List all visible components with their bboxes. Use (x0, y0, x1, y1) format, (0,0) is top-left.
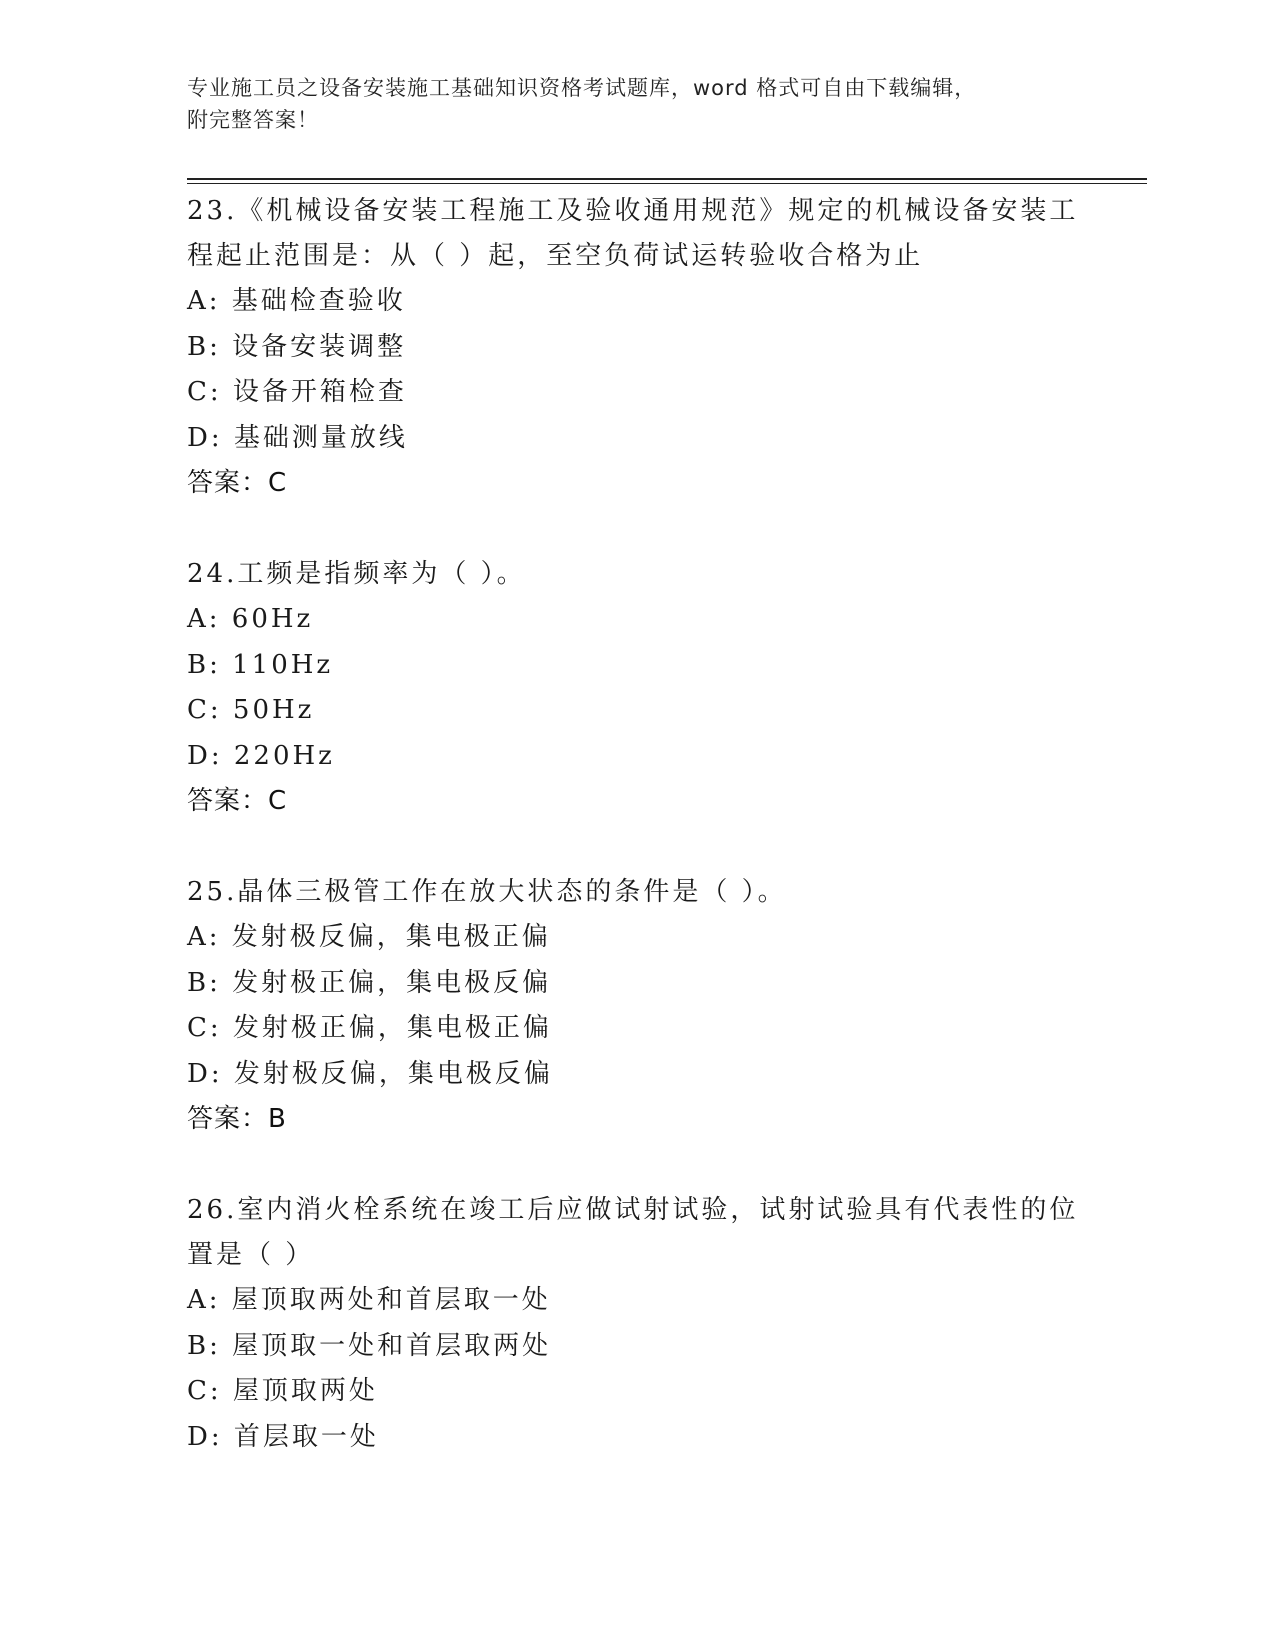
question-25 (187, 870, 1087, 1142)
option-d: D: 220Hz (187, 740, 335, 771)
option-b: B: 发射极正偏，集电极反偏 (187, 967, 552, 998)
question-stem (187, 870, 1087, 915)
option-c: C: 屋顶取两处 (187, 1376, 378, 1406)
option-a: A: 屋顶取两处和首层取一处 (187, 1285, 551, 1315)
answer: 答案：B (187, 1104, 287, 1134)
question-stem-line-1: 26.室内消火栓系统在竣工后应做试射试验，试射试验具有代表性的位 (187, 1195, 1079, 1225)
question-stem (187, 189, 1087, 279)
question-stem-line-2: 置是（ ） (187, 1240, 315, 1270)
option-d: D: 基础测量放线 (187, 422, 408, 453)
question-23 (187, 189, 1087, 506)
question-26 (187, 1188, 1087, 1460)
option-c: C: 50Hz (187, 695, 315, 725)
question-stem-line-2: 程起止范围是：从（ ）起，至空负荷试运转验收合格为止 (187, 241, 924, 271)
question-stem-line-1: 23.《机械设备安装工程施工及验收通用规范》规定的机械设备安装工 (187, 196, 1079, 226)
option-a: A: 发射极反偏，集电极正偏 (187, 922, 551, 952)
question-stem (187, 1188, 1087, 1278)
question-stem-line-1: 24.工频是指频率为（ ）。 (187, 559, 526, 589)
option-b: B: 110Hz (187, 649, 334, 680)
question-list (187, 189, 1087, 1506)
option-c: C: 设备开箱检查 (187, 377, 407, 407)
answer: 答案：C (187, 786, 288, 816)
question-stem-line-1: 25.晶体三极管工作在放大状态的条件是（ ）。 (187, 877, 787, 907)
header-divider-thick (187, 178, 1147, 180)
document-header (187, 72, 1087, 136)
option-a: A: 基础检查验收 (187, 286, 406, 316)
option-d: D: 发射极反偏，集电极反偏 (187, 1058, 553, 1089)
header-divider-thin (187, 183, 1147, 184)
option-b: B: 设备安装调整 (187, 331, 407, 362)
option-a: A: 60Hz (187, 604, 314, 634)
question-stem (187, 552, 1087, 597)
option-b: B: 屋顶取一处和首层取两处 (187, 1330, 552, 1361)
option-c: C: 发射极正偏，集电极正偏 (187, 1013, 552, 1043)
header-line-2: 附完整答案！ (187, 108, 319, 132)
answer: 答案：C (187, 468, 288, 498)
question-24 (187, 552, 1087, 824)
option-d: D: 首层取一处 (187, 1421, 379, 1452)
header-line-1: 专业施工员之设备安装施工基础知识资格考试题库，word 格式可自由下载编辑， (187, 76, 977, 100)
